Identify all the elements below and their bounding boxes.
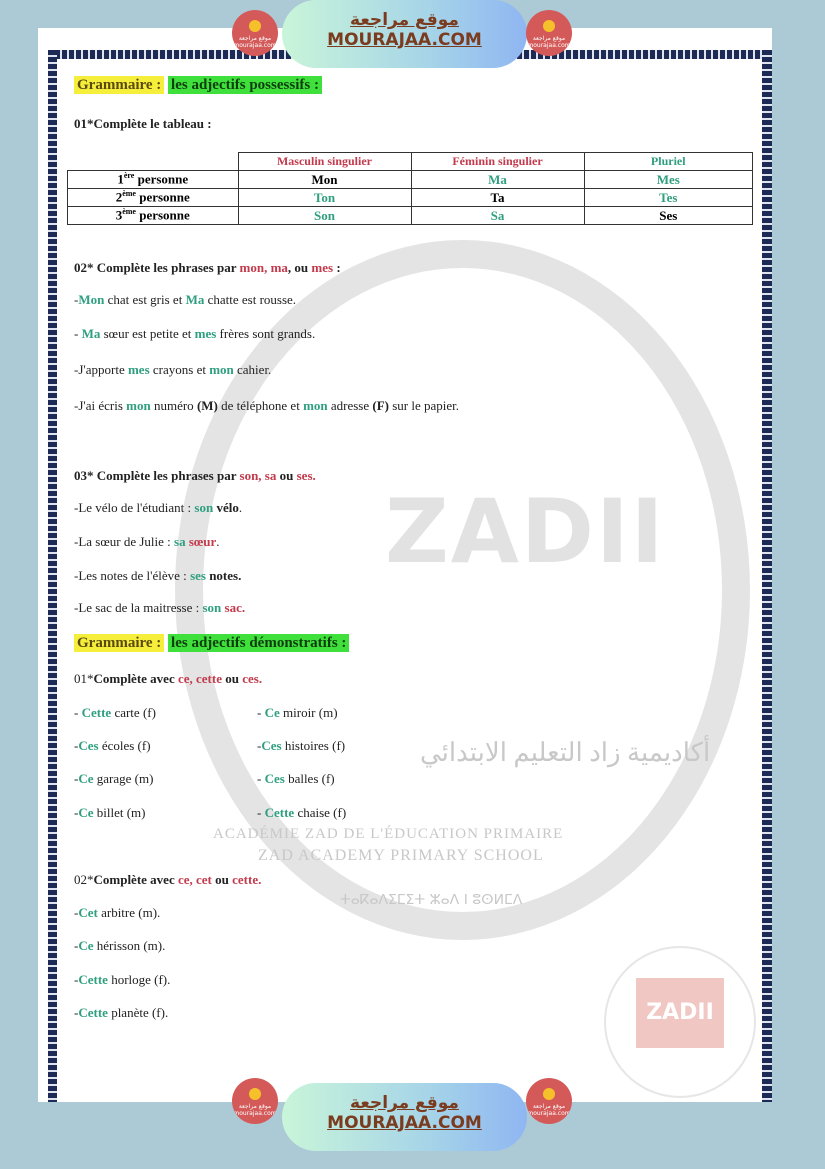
- text-segment: -: [74, 771, 79, 786]
- banner-arabic: موقع مراجعة: [350, 10, 459, 30]
- exercise-heading: [74, 671, 262, 687]
- sentence: [74, 972, 170, 988]
- text-segment: miroir (m): [279, 705, 338, 720]
- exercise-heading: 01*Complète le tableau :: [74, 116, 212, 131]
- decorative-border-right: [762, 50, 772, 1102]
- text-segment: vélo: [213, 500, 239, 515]
- text-segment: chatte est rousse.: [204, 292, 297, 307]
- text-segment: cahier.: [233, 362, 272, 377]
- text-segment: :: [333, 260, 341, 275]
- answer-word: Ma: [185, 292, 205, 307]
- site-logo[interactable]: موقع مراجعة mourajaa.com: [232, 10, 278, 56]
- site-banner-bottom[interactable]: [282, 1083, 527, 1151]
- sentence: [257, 771, 335, 787]
- text-segment: ou: [221, 671, 243, 686]
- decorative-border-left: [48, 50, 57, 1102]
- answer-word: Mon: [78, 292, 105, 307]
- text-segment: horloge (f).: [107, 972, 171, 987]
- text-segment: billet (m): [93, 805, 146, 820]
- sentence: [74, 500, 242, 516]
- sentence: [257, 805, 346, 821]
- sentence: [74, 1005, 168, 1021]
- table-row: [68, 171, 753, 189]
- section-title-demonstratifs: Grammaire : les adjectifs démonstratifs :: [74, 635, 349, 652]
- target-word: mon, ma: [239, 260, 288, 275]
- site-logo[interactable]: موقع مراجعة mourajaa.com: [526, 10, 572, 56]
- text-segment: -: [257, 805, 265, 820]
- sentence: [74, 362, 271, 378]
- target-word: sœur: [185, 534, 217, 549]
- row-label: 1ère personne: [68, 171, 239, 189]
- sentence: [74, 738, 151, 754]
- column-header: Masculin singulier: [238, 153, 411, 171]
- text-segment: chat est gris et: [104, 292, 186, 307]
- text-segment: -: [257, 738, 262, 753]
- answer-word: Ce: [78, 771, 94, 786]
- text-segment: sœur est petite et: [100, 326, 195, 341]
- table-cell: Ses: [584, 207, 753, 225]
- answer-word: sa: [174, 534, 186, 549]
- text-segment: -Le vélo de l'étudiant :: [74, 500, 195, 515]
- text-segment: -La sœur de Julie :: [74, 534, 175, 549]
- text-segment: -: [74, 326, 82, 341]
- answer-word: Cette: [78, 1005, 108, 1020]
- text-segment: histoires (f): [281, 738, 346, 753]
- text-segment: balles (f): [284, 771, 335, 786]
- table-cell: Tes: [584, 189, 753, 207]
- text-segment: -Le sac de la maitresse :: [74, 600, 203, 615]
- text-segment: -: [257, 705, 265, 720]
- site-logo[interactable]: موقع مراجعة mourajaa.com: [526, 1078, 572, 1124]
- row-label: 2ème personne: [68, 189, 239, 207]
- answer-word: mon: [303, 398, 328, 413]
- watermark-logo: ZADII: [385, 480, 666, 583]
- answer-word: mes: [194, 326, 217, 341]
- answer-word: Ma: [81, 326, 101, 341]
- text-segment: .: [216, 534, 220, 549]
- site-logo[interactable]: موقع مراجعة mourajaa.com: [232, 1078, 278, 1124]
- banner-arabic: موقع مراجعة: [350, 1093, 459, 1113]
- column-header: Pluriel: [584, 153, 753, 171]
- table-cell: Ma: [411, 171, 584, 189]
- answer-word: Cette: [264, 805, 295, 820]
- answer-word: Ce: [78, 805, 94, 820]
- watermark-french: ACADÉMIE ZAD DE L'ÉDUCATION PRIMAIRE: [213, 826, 564, 842]
- text-segment: arbitre (m).: [97, 905, 161, 920]
- row-label: 3ème personne: [68, 207, 239, 225]
- answer-word: Ces: [261, 738, 282, 753]
- text-segment: 03* Complète les phrases par: [74, 468, 240, 483]
- text-segment: de téléphone et: [217, 398, 304, 413]
- logo-icon: [249, 20, 261, 32]
- answer-word: Cette: [81, 705, 112, 720]
- table-cell: Mon: [238, 171, 411, 189]
- text-segment: frères sont grands.: [216, 326, 316, 341]
- text-segment: numéro: [150, 398, 197, 413]
- answer-word: Ce: [78, 938, 94, 953]
- answer-word: mon: [126, 398, 151, 413]
- text-segment: sur le papier.: [389, 398, 460, 413]
- text-segment: .: [238, 500, 243, 515]
- school-stamp: [604, 946, 756, 1098]
- text-segment: planète (f).: [107, 1005, 169, 1020]
- target-word: mes: [311, 260, 334, 275]
- text-segment: -: [74, 1005, 79, 1020]
- sentence: [74, 534, 220, 550]
- banner-site[interactable]: MOURAJAA.COM: [327, 30, 482, 50]
- text-segment: -: [74, 972, 79, 987]
- exercise-heading: [74, 468, 316, 484]
- answer-word: mes: [127, 362, 150, 377]
- text-segment: -: [74, 938, 79, 953]
- target-word: ce, cet: [177, 872, 212, 887]
- watermark-english: ZAD ACADEMY PRIMARY SCHOOL: [258, 847, 544, 864]
- text-segment: -: [74, 292, 79, 307]
- answer-word: son: [194, 500, 214, 515]
- text-segment: adresse: [327, 398, 373, 413]
- answer-word: Ces: [264, 771, 285, 786]
- text-segment: , ou: [287, 260, 312, 275]
- answer-word: Ce: [264, 705, 280, 720]
- answer-word: Ces: [78, 738, 99, 753]
- section-title-possessifs: Grammaire : les adjectifs possessifs :: [74, 77, 322, 94]
- text-segment: -: [74, 905, 79, 920]
- table-cell: Son: [238, 207, 411, 225]
- table-cell: Ta: [411, 189, 584, 207]
- text-segment: notes.: [205, 568, 242, 583]
- text-segment: -: [74, 805, 79, 820]
- text-segment: -: [257, 771, 265, 786]
- text-segment: écoles (f): [98, 738, 151, 753]
- text-segment: carte (f): [111, 705, 156, 720]
- text-segment: Complète avec: [93, 671, 178, 686]
- stamp-logo: ZADII: [636, 978, 724, 1048]
- table-cell: Mes: [584, 171, 753, 189]
- answer-word: ses: [190, 568, 206, 583]
- sentence: [74, 805, 146, 821]
- exercise-heading: [74, 872, 261, 888]
- table-cell: Sa: [411, 207, 584, 225]
- table-cell: Ton: [238, 189, 411, 207]
- text-segment: (F): [372, 398, 389, 413]
- sentence: [74, 600, 245, 616]
- text-segment: 02* Complète les phrases par: [74, 260, 240, 275]
- table-row: [68, 207, 753, 225]
- target-word: son, sa: [239, 468, 277, 483]
- table-row: [68, 189, 753, 207]
- text-segment: ou: [211, 872, 233, 887]
- sentence: [74, 905, 160, 921]
- exercise-heading: [74, 260, 341, 276]
- text-segment: ou: [276, 468, 297, 483]
- text-segment: -J'apporte: [74, 362, 128, 377]
- text-segment: Complète avec: [93, 872, 178, 887]
- logo-icon: [249, 1088, 261, 1100]
- text-segment: -: [74, 705, 82, 720]
- sentence: [257, 705, 338, 721]
- target-word: ses.: [296, 468, 316, 483]
- text-segment: hérisson (m).: [93, 938, 166, 953]
- text-segment: -: [74, 738, 79, 753]
- target-word: cette.: [232, 872, 262, 887]
- text-segment: crayons et: [149, 362, 210, 377]
- text-segment: (M): [196, 398, 218, 413]
- text-segment: 02*: [74, 872, 94, 887]
- sentence: [74, 326, 315, 342]
- sentence: [74, 568, 241, 584]
- sentence: [74, 398, 459, 414]
- sentence: [74, 705, 156, 721]
- logo-icon: [543, 1088, 555, 1100]
- banner-site[interactable]: MOURAJAA.COM: [327, 1113, 482, 1133]
- target-word: sac.: [221, 600, 246, 615]
- watermark-tifinagh: ⵜⴰⴽⴰⴷⵉⵎⵉⵜ ⵣⴰⴷ ⵏ ⵓⵙⵍⵎⴷ: [340, 892, 523, 908]
- target-word: ces.: [242, 671, 263, 686]
- answer-word: Cette: [78, 972, 108, 987]
- sentence: [74, 292, 296, 308]
- site-banner-top[interactable]: [282, 0, 527, 68]
- text-segment: garage (m): [93, 771, 154, 786]
- target-word: ce, cette: [177, 671, 222, 686]
- text-segment: 01*: [74, 671, 94, 686]
- watermark-arabic: أكاديمية زاد التعليم الابتدائي: [420, 738, 711, 767]
- possessive-table: [67, 152, 753, 225]
- table-header-row: [68, 153, 753, 171]
- text-segment: chaise (f): [294, 805, 347, 820]
- sentence: [257, 738, 345, 754]
- answer-word: mon: [209, 362, 234, 377]
- column-header: Féminin singulier: [411, 153, 584, 171]
- answer-word: Cet: [78, 905, 98, 920]
- sentence: [74, 771, 153, 787]
- answer-word: son: [202, 600, 222, 615]
- sentence: [74, 938, 165, 954]
- text-segment: -Les notes de l'élève :: [74, 568, 191, 583]
- text-segment: -J'ai écris: [74, 398, 127, 413]
- logo-icon: [543, 20, 555, 32]
